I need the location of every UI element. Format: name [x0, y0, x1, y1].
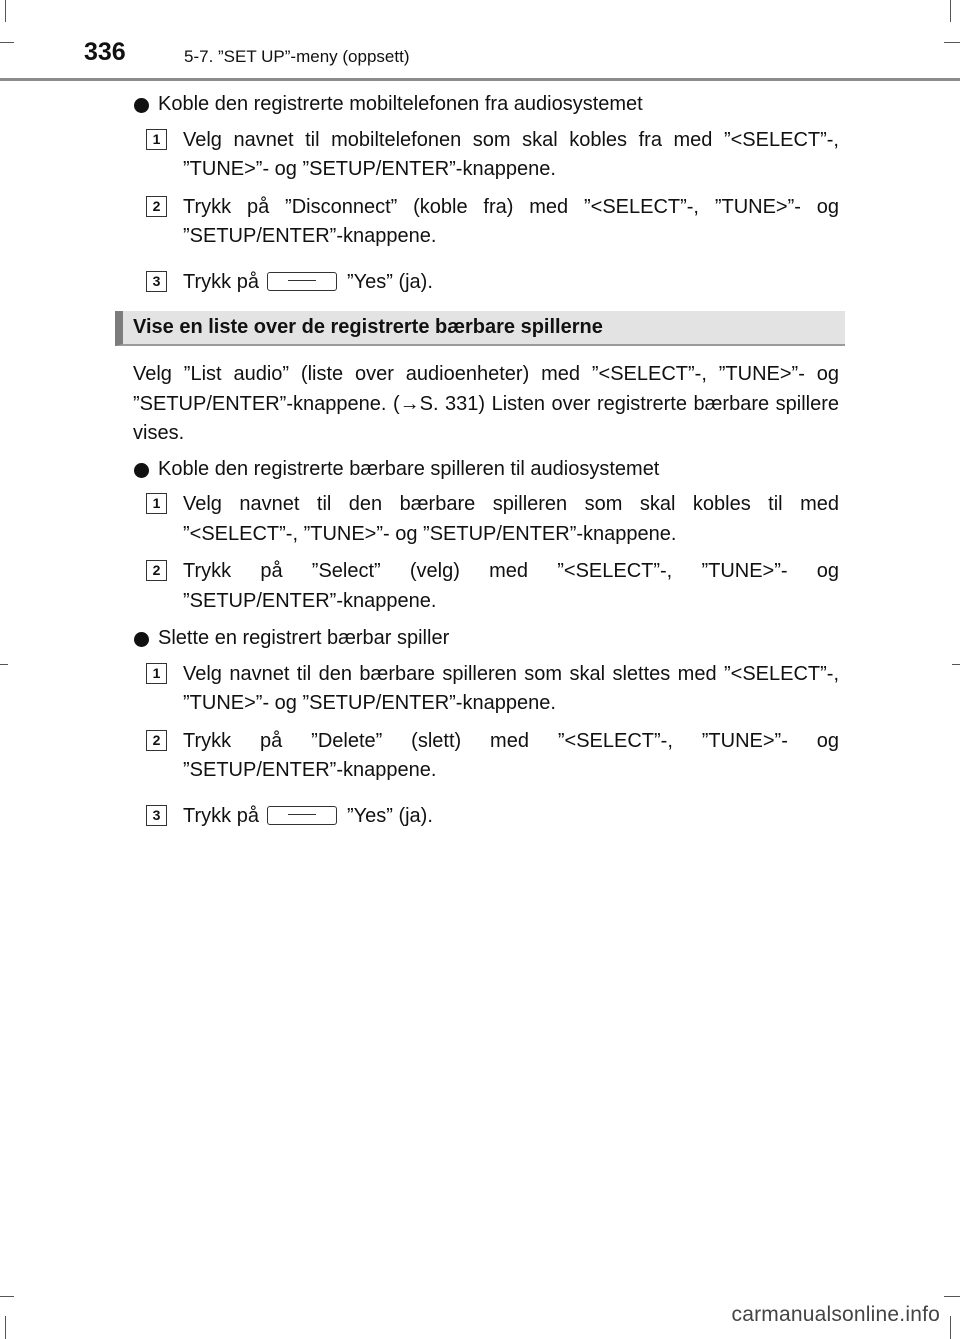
crop-mark — [944, 1296, 960, 1297]
step-text: ”Yes” (ja). — [346, 804, 433, 827]
audio-control-button-icon — [267, 806, 337, 825]
watermark[interactable]: carmanualsonline.info — [731, 1303, 940, 1326]
step-number: 1 — [146, 129, 167, 150]
step-text: Trykk på ”Disconnect” (koble fra) med ”<SELECT”-, ”TUNE>”- og ”SETUP/ENTER”-knappene. — [183, 195, 839, 247]
step-number: 3 — [146, 271, 167, 292]
crop-mark — [952, 664, 960, 665]
audio-control-button-icon — [267, 272, 337, 291]
bullet-disconnect-phone: Koble den registrerte mobiltelefonen fra audiosystemet — [133, 90, 839, 120]
step-text: Trykk på ”Delete” (slett) med ”<SELECT”-, ”TUNE>”- og ”SETUP/ENTER”-knappene. — [183, 729, 839, 781]
crop-mark — [5, 1316, 6, 1339]
step-item — [133, 490, 839, 549]
page-header — [0, 0, 960, 82]
step-text: Trykk på — [183, 270, 259, 293]
crop-mark — [0, 664, 8, 665]
crop-mark — [950, 1316, 951, 1339]
step-number: 2 — [146, 560, 167, 581]
step-number: 2 — [146, 196, 167, 217]
step-text: Trykk på — [183, 804, 259, 827]
bullet-connect-player: Koble den registrerte bærbare spilleren til audiosystemet — [133, 455, 839, 485]
crop-mark — [0, 1296, 14, 1297]
header-rule — [0, 78, 960, 81]
step-item — [133, 557, 839, 616]
step-number: 1 — [146, 663, 167, 684]
step-item — [133, 802, 839, 832]
page-number: 336 — [84, 38, 126, 66]
step-item — [133, 268, 839, 298]
intro-paragraph: Velg ”List audio” (liste over audioenheter) med ”<SELECT”-, ”TUNE>”- og ”SETUP/ENTER”-knappene. (→S. 331) Listen over registrerte bærbare spillere vises. — [133, 363, 839, 444]
step-item — [133, 727, 839, 786]
page-content — [133, 90, 839, 839]
step-item — [133, 193, 839, 252]
section-heading: Vise en liste over de registrerte bærbare spillerne — [115, 311, 845, 346]
step-number: 3 — [146, 805, 167, 826]
step-number: 2 — [146, 730, 167, 751]
step-item — [133, 660, 839, 719]
chapter-title: 5-7. ”SET UP”-meny (oppsett) — [184, 47, 410, 66]
bullet-delete-player: Slette en registrert bærbar spiller — [133, 624, 839, 654]
step-text: Velg navnet til den bærbare spilleren som skal slettes med ”<SELECT”-, ”TUNE>”- og ”SETUP/ENTER”-knappene. — [183, 662, 839, 714]
step-text: ”Yes” (ja). — [346, 270, 433, 293]
step-text: Trykk på ”Select” (velg) med ”<SELECT”-, ”TUNE>”- og ”SETUP/ENTER”-knappene. — [183, 560, 839, 612]
step-number: 1 — [146, 493, 167, 514]
step-item — [133, 126, 839, 185]
step-text: Velg navnet til mobiltelefonen som skal kobles fra med ”<SELECT”-, ”TUNE>”- og ”SETUP/ENTER”-knappene. — [183, 128, 839, 180]
step-text: Velg navnet til den bærbare spilleren som skal kobles til med ”<SELECT”-, ”TUNE>”- og ”SETUP/ENTER”-knappene. — [183, 493, 839, 545]
